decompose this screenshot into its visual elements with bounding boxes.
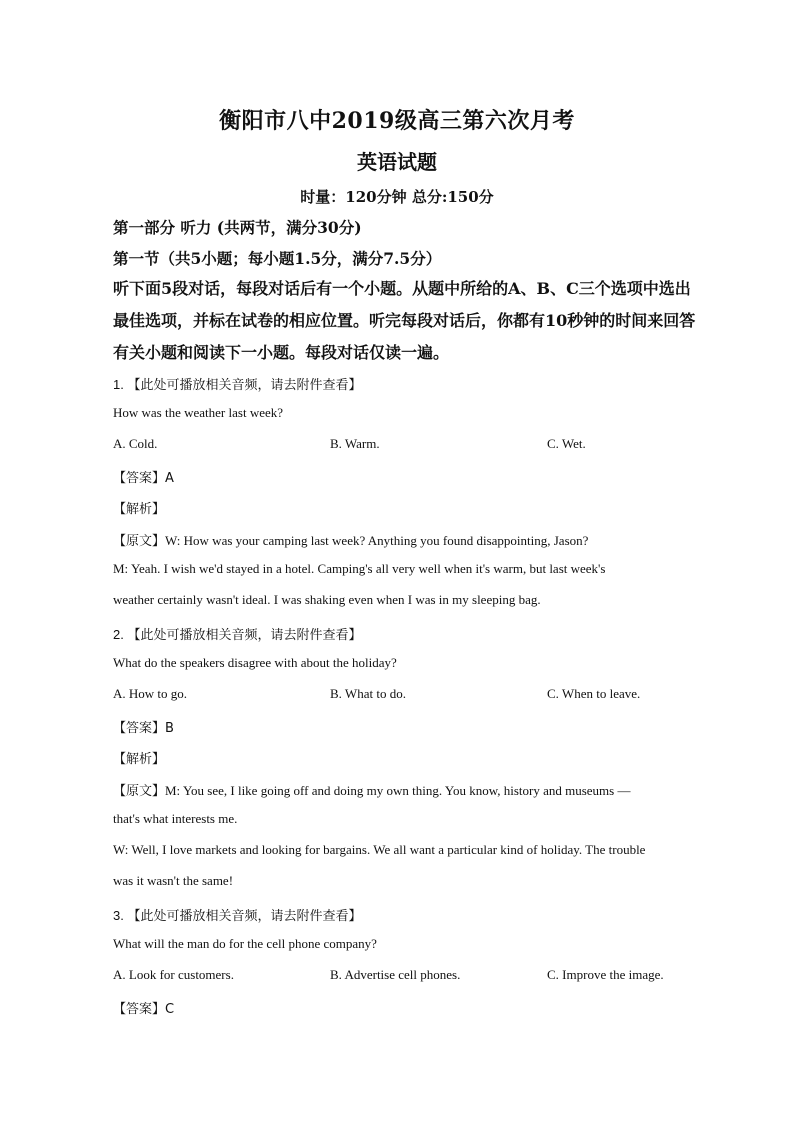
question-number-line[interactable]: 2. 【此处可播放相关音频，请去附件查看】 xyxy=(113,627,362,642)
instructions xyxy=(113,273,703,369)
question-number-line[interactable]: 3. 【此处可播放相关音频，请去附件查看】 xyxy=(113,908,362,923)
option-b: B. What to do. xyxy=(330,686,406,701)
option-a: A. Cold. xyxy=(113,436,158,451)
answer-label: 【答案】B xyxy=(113,721,174,736)
time-info: 时量：120分钟 总分:150分 xyxy=(300,188,494,206)
option-b: B. Warm. xyxy=(330,436,380,451)
question-text: What will the man do for the cell phone company? xyxy=(113,936,377,951)
transcript-line: 【原文】M: You see, I like going off and doing my own thing. You know, history and museums — xyxy=(113,783,631,798)
option-a: A. How to go. xyxy=(113,686,188,701)
transcript-line: that's what interests me. xyxy=(113,811,238,826)
transcript-line: 【原文】W: How was your camping last week? Anything you found disappointing, Jason? xyxy=(113,533,589,548)
part-title: 第一部分 听力 (共两节，满分30分) xyxy=(113,218,362,237)
section-title: 第一节（共5小题；每小题1.5分，满分7.5分） xyxy=(113,249,442,268)
question-text: How was the weather last week? xyxy=(113,405,284,420)
transcript-line: M: Yeah. I wish we'd stayed in a hotel. Camping's all very well when it's warm, but last week's xyxy=(113,561,606,576)
option-a: A. Look for customers. xyxy=(113,967,234,982)
exam-subtitle: 英语试题 xyxy=(357,150,437,174)
instruction-line: 有关小题和阅读下一小题。每段对话仅读一遍。 xyxy=(113,343,450,362)
transcript-line: weather certainly wasn't ideal. I was shaking even when I was in my sleeping bag. xyxy=(113,592,541,607)
exam-title: 衡阳市八中2019级高三第六次月考 xyxy=(219,108,575,134)
option-b: B. Advertise cell phones. xyxy=(330,967,461,982)
instruction-line: 最佳选项，并标在试卷的相应位置。听完每段对话后，你都有10秒钟的时间来回答 xyxy=(113,311,696,330)
analysis-label: 【解析】 xyxy=(113,752,166,767)
option-c: C. When to leave. xyxy=(547,686,641,701)
option-c: C. Improve the image. xyxy=(547,967,664,982)
option-c: C. Wet. xyxy=(547,436,586,451)
answer-label: 【答案】C xyxy=(113,1002,175,1017)
question-number-line[interactable]: 1. 【此处可播放相关音频，请去附件查看】 xyxy=(113,377,362,392)
answer-label: 【答案】A xyxy=(113,471,174,486)
question-text: What do the speakers disagree with about the holiday? xyxy=(113,655,397,670)
analysis-label: 【解析】 xyxy=(113,502,166,517)
instruction-line: 听下面5段对话，每段对话后有一个小题。从题中所给的A、B、C三个选项中选出 xyxy=(113,279,691,298)
transcript-line: W: Well, I love markets and looking for bargains. We all want a particular kind of holiday. The trouble xyxy=(113,842,646,857)
transcript-line: was it wasn't the same! xyxy=(113,873,234,888)
